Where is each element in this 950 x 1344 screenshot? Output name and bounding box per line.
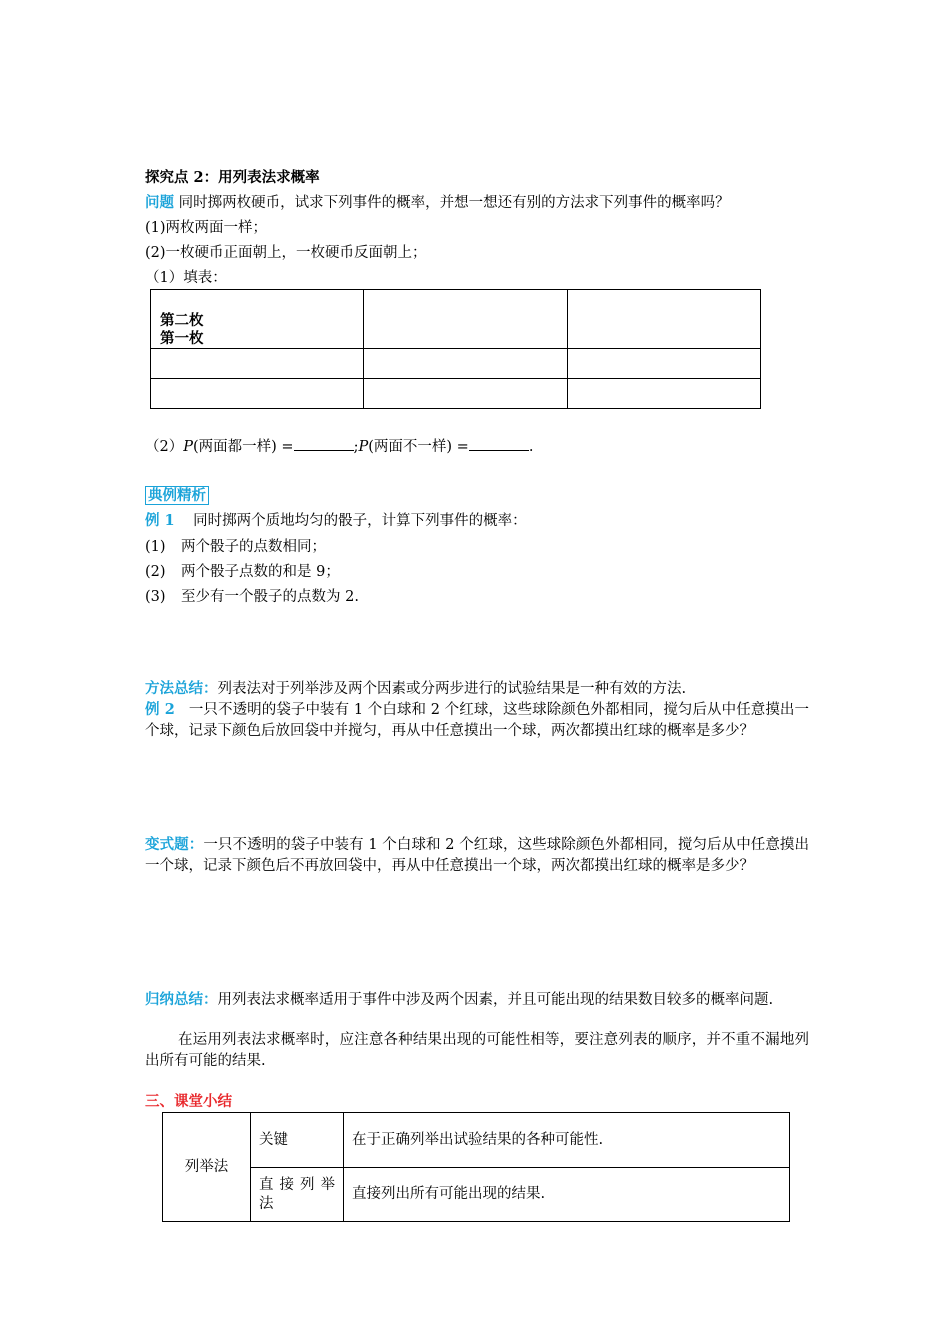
answer-blank-diff[interactable] <box>469 436 529 451</box>
p-same-label: (两面都一样) = <box>193 439 294 455</box>
answer-prefix: （2） <box>145 439 184 455</box>
example-1 <box>145 511 527 531</box>
item-number: (3) <box>145 589 166 605</box>
fill-table-label: （1）填表： <box>145 270 227 286</box>
method-summary <box>145 679 686 699</box>
corner-label-second: 第二枚 <box>160 312 204 329</box>
example-1-text: 同时掷两个质地均匀的骰子，计算下列事件的概率： <box>193 513 527 529</box>
example-1-label: 例 1 <box>145 512 175 529</box>
table-cell[interactable] <box>364 349 568 379</box>
probability-answer-line <box>145 436 533 457</box>
answer-blank-same[interactable] <box>294 436 354 451</box>
corner-label-first: 第一枚 <box>160 330 204 347</box>
example-2 <box>145 700 809 741</box>
p-symbol: P <box>358 439 369 455</box>
period: . <box>528 439 534 455</box>
table-cell[interactable] <box>364 290 568 349</box>
problem-item-1: (1)两枚两面一样； <box>145 220 268 236</box>
table-corner-cell <box>151 290 364 349</box>
summary-value-cell: 直接列出所有可能出现的结果. <box>344 1168 790 1222</box>
p-diff-label: (两面不一样) = <box>368 439 469 455</box>
induction-summary <box>145 990 809 1011</box>
item-text: 两个骰子点数的和是 9； <box>181 564 340 580</box>
examples-heading <box>145 486 209 506</box>
problem-item-2: (2)一枚硬币正面朝上，一枚硬币反面朝上； <box>145 245 427 261</box>
variant-problem <box>145 835 809 876</box>
item-text: 至少有一个骰子的点数为 2. <box>181 589 359 605</box>
example-2-label: 例 2 <box>145 701 175 718</box>
summary-key-cell: 关键 <box>251 1113 344 1168</box>
separator: ; <box>353 439 359 455</box>
method-summary-label: 方法总结： <box>145 680 218 697</box>
section-3-title: 三、课堂小结 <box>145 1093 232 1110</box>
examples-heading-label: 典例精析 <box>145 486 209 505</box>
item-text: 两个骰子的点数相同； <box>181 539 326 555</box>
problem-statement <box>145 193 730 213</box>
summary-value-cell: 在于正确列举出试验结果的各种可能性. <box>344 1113 790 1168</box>
variant-label: 变式题： <box>145 836 204 853</box>
variant-text: 一只不透明的袋子中装有 1 个白球和 2 个红球，这些球除颜色外都相同，搅匀后从中任意摸出一个球，记录下颜色后不再放回袋中，再从中任意摸出一个球，两次都摸出红球的概率是多少？ <box>145 837 810 874</box>
induction-summary-note: 在运用列表法求概率时，应注意各种结果出现的可能性相等，要注意列表的顺序，并不重不漏地列出所有可能的结果. <box>145 1032 809 1069</box>
induction-summary-label: 归纳总结： <box>145 991 218 1008</box>
summary-category-cell: 列举法 <box>163 1113 251 1222</box>
table-cell[interactable] <box>568 290 761 349</box>
section-title-explore-2: 探究点 2：用列表法求概率 <box>145 169 320 186</box>
table-cell[interactable] <box>151 379 364 409</box>
induction-summary-text: 用列表法求概率适用于事件中涉及两个因素，并且可能出现的结果数目较多的概率问题. <box>217 992 774 1008</box>
class-summary-table <box>162 1112 790 1222</box>
summary-key-cell: 直 接 列 举 法 <box>251 1168 344 1222</box>
coin-fill-table <box>150 289 761 409</box>
table-cell[interactable] <box>568 379 761 409</box>
item-number: (2) <box>145 564 166 580</box>
example-1-item <box>145 537 326 557</box>
problem-text: 同时掷两枚硬币，试求下列事件的概率，并想一想还有别的方法求下列事件的概率吗？ <box>178 195 730 211</box>
table-cell[interactable] <box>568 349 761 379</box>
problem-label: 问题 <box>145 194 174 211</box>
p-symbol: P <box>183 439 193 455</box>
table-cell[interactable] <box>364 379 568 409</box>
example-2-text: 一只不透明的袋子中装有 1 个白球和 2 个红球，这些球除颜色外都相同，搅匀后从中任意摸出一个球，记录下颜色后放回袋中并搅匀，再从中任意摸出一个球，两次都摸出红球的概率是多少？ <box>145 702 810 739</box>
item-number: (1) <box>145 539 166 555</box>
example-1-item <box>145 562 340 582</box>
method-summary-text: 列表法对于列举涉及两个因素或分两步进行的试验结果是一种有效的方法. <box>217 681 687 697</box>
example-1-item <box>145 587 359 607</box>
table-cell[interactable] <box>151 349 364 379</box>
